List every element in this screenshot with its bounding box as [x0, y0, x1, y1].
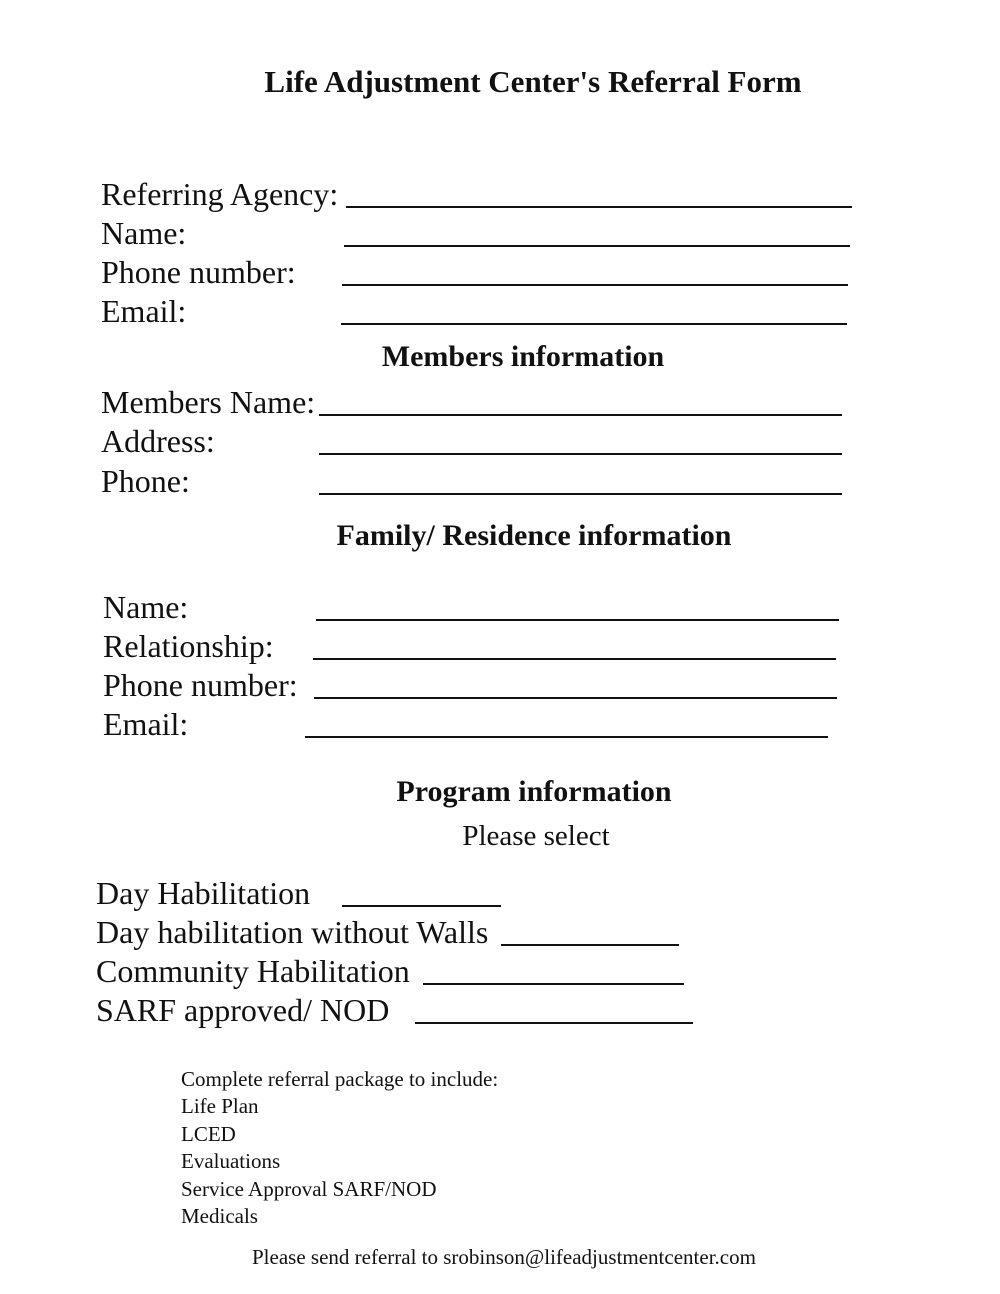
program-option-row [96, 990, 716, 1030]
referrer-phone-label: Phone number: [101, 254, 296, 290]
referring-agency-label: Referring Agency: [101, 176, 339, 212]
referring-agency-field[interactable] [346, 206, 852, 208]
member-phone-row [101, 461, 861, 501]
family-email-field[interactable] [305, 736, 828, 738]
package-item: Evaluations [181, 1149, 281, 1174]
family-heading: Family/ Residence information [336, 519, 732, 552]
program-option-row [96, 951, 716, 991]
program-heading: Program information [396, 775, 672, 808]
referrer-email-label: Email: [101, 293, 187, 329]
program-option-label: Day Habilitation [96, 875, 311, 911]
community-habilitation-select[interactable] [423, 983, 684, 985]
program-option-row [96, 912, 716, 952]
family-name-row [103, 587, 863, 627]
program-option-label: Community Habilitation [96, 953, 410, 989]
family-phone-field[interactable] [314, 697, 837, 699]
relationship-label: Relationship: [103, 628, 274, 664]
send-referral-note: Please send referral to srobinson@lifeadjustmentcenter.com [252, 1245, 756, 1269]
family-name-field[interactable] [316, 619, 839, 621]
member-address-row [101, 421, 861, 461]
package-item: Service Approval SARF/NOD [181, 1176, 437, 1201]
package-item: Life Plan [181, 1094, 259, 1119]
day-habilitation-select[interactable] [342, 905, 501, 907]
referrer-email-field[interactable] [341, 323, 847, 325]
referrer-name-row [101, 213, 861, 253]
referrer-email-row [101, 291, 861, 331]
program-option-row [96, 873, 716, 913]
referrer-name-field[interactable] [344, 245, 850, 247]
referrer-phone-row [101, 252, 861, 292]
sarf-approved-nod-select[interactable] [415, 1022, 693, 1024]
member-name-label: Members Name: [101, 384, 316, 420]
family-name-label: Name: [103, 589, 189, 625]
package-intro: Complete referral package to include: [181, 1067, 499, 1091]
package-item: LCED [181, 1121, 236, 1146]
members-heading: Members information [381, 340, 665, 373]
member-phone-label: Phone: [101, 463, 190, 499]
form-title: Life Adjustment Center's Referral Form [264, 64, 802, 99]
relationship-row [103, 626, 863, 666]
relationship-field[interactable] [313, 658, 836, 660]
family-email-label: Email: [103, 706, 189, 742]
package-item: Medicals [181, 1204, 258, 1229]
referrer-name-label: Name: [101, 215, 187, 251]
referrer-phone-field[interactable] [342, 284, 848, 286]
family-phone-label: Phone number: [103, 667, 298, 703]
program-instruction: Please select [462, 820, 610, 852]
member-name-field[interactable] [319, 414, 842, 416]
member-phone-field[interactable] [319, 493, 842, 495]
member-address-field[interactable] [319, 453, 842, 455]
day-habilitation-without-walls-select[interactable] [501, 944, 679, 946]
member-address-label: Address: [101, 423, 215, 459]
program-option-label: SARF approved/ NOD [96, 992, 390, 1028]
family-email-row [103, 704, 863, 744]
program-option-label: Day habilitation without Walls [96, 914, 489, 950]
member-name-row [101, 382, 861, 422]
family-phone-row [103, 665, 863, 705]
referring-agency-row [101, 174, 861, 214]
referral-package-list [181, 1066, 498, 1230]
